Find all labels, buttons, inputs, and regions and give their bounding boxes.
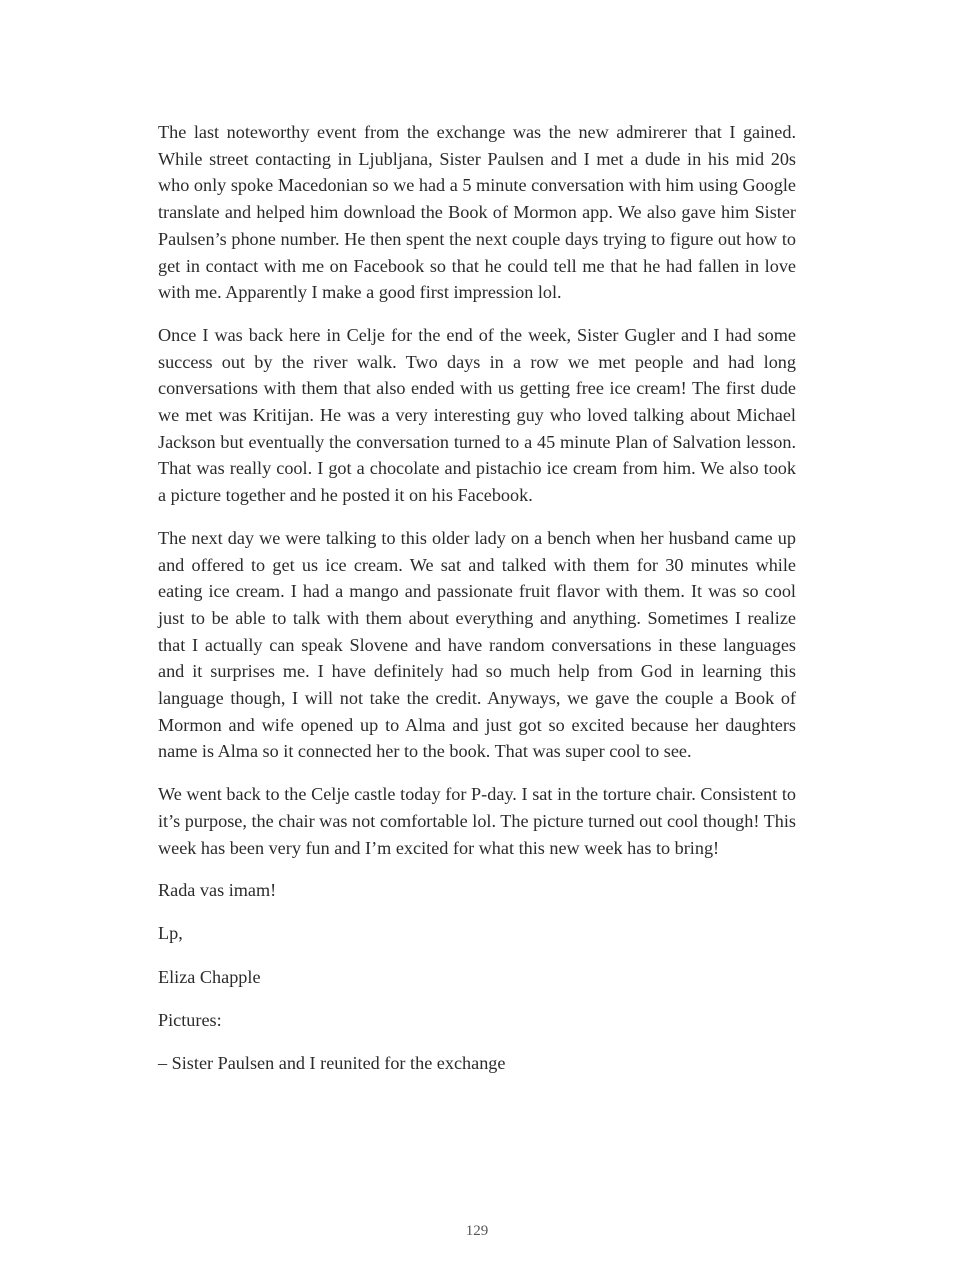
paragraph-river-walk: Once I was back here in Celje for the end of the week, Sister Gugler and I had some success out by the river walk. Two days in a row we met people and had long conversations with them that also ended with us getting free ice cream! The first dude we met was Kritijan. He was a very interesting guy who loved talking about Michael Jackson but eventually the conversation turned to a 45 minute Plan of Salvation lesson. That was really cool. I got a chocolate and pistachio ice cream from him. We also took a picture together and he posted it on his Facebook. [158,324,796,506]
paragraph-exchange-admirer: The last noteworthy event from the exchange was the new admirerer that I gained. While street contacting in Ljubljana, Sister Paulsen and I met a dude in his mid 20s who only spoke Macedonian so we had a 5 minute conversation with him using Google translate and helped him download the Book of Mormon app. We also gave him Sister Paulsen’s phone number. He then spent the next couple days trying to figure out how to get in contact with me on Facebook so that he could tell me that he had fallen in love with me. Apparently I make a good first impression lol. [158,122,796,303]
page-number: 129 [465,1223,489,1239]
greeting: Rada vas imam! [158,880,277,901]
letter-body [158,119,796,1093]
closing: Lp, [158,923,183,944]
signature-name: Eliza Chapple [158,966,261,987]
paragraph-older-couple: The next day we were talking to this older lady on a bench when her husband came up and offered to get us ice cream. We sat and talked with them for 30 minutes while eating ice cream. I had a mango and passionate fruit flavor with them. It was so cool just to be able to talk with them about everything and anything. Sometimes I realize that I actually can speak Slovene and have random conversations in these languages and it surprises me. I have definitely had so much help from God in learning this language though, I will not take the credit. Anyways, we gave the couple a Book of Mormon and wife opened up to Alma and just got so excited because her daughters name is Alma so it connected her to the book. That was super cool to see. [158,527,796,762]
pictures-heading: Pictures: [158,1009,222,1030]
paragraph-celje-castle: We went back to the Celje castle today for P-day. I sat in the torture chair. Consistent to it’s purpose, the chair was not comfortable lol. The picture turned out cool though! This week has been very fun and I’m excited for what this new week has to bring! [158,784,796,858]
picture-caption: – Sister Paulsen and I reunited for the exchange [158,1053,506,1074]
